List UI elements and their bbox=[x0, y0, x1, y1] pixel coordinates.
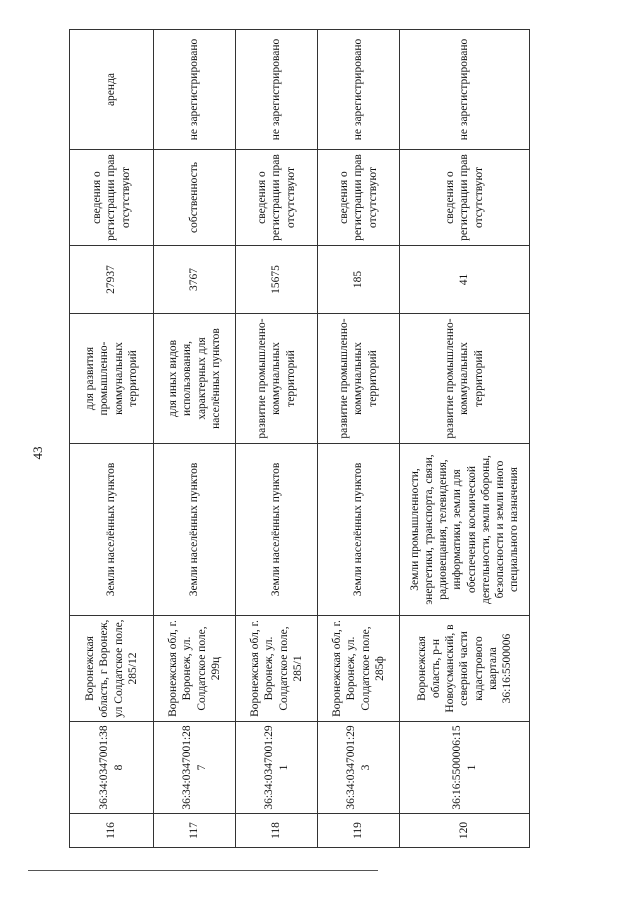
table-row bbox=[236, 30, 318, 848]
area: 3767 bbox=[154, 246, 236, 314]
page-number: 43 bbox=[30, 446, 45, 460]
table-row bbox=[70, 30, 154, 848]
encumbrance: не зарегистрировано bbox=[236, 30, 318, 150]
row-number: 117 bbox=[154, 814, 236, 848]
row-number: 116 bbox=[70, 814, 154, 848]
area: 27937 bbox=[70, 246, 154, 314]
land-category: Земли населённых пунктов bbox=[236, 444, 318, 616]
footer-rule bbox=[28, 870, 378, 871]
cadastral-number: 36:34:0347001:287 bbox=[154, 722, 236, 814]
table-wrapper bbox=[69, 30, 529, 848]
address: Воронежская область, р-н Новоусманский, в северной части кадастрового квартала 36:16:5500006 bbox=[400, 616, 530, 722]
table-row bbox=[318, 30, 400, 848]
area: 185 bbox=[318, 246, 400, 314]
land-plots-table bbox=[69, 29, 530, 848]
right-type: сведения о регистрации прав отсутствуют bbox=[318, 150, 400, 246]
cadastral-number: 36:34:0347001:388 bbox=[70, 722, 154, 814]
right-type: сведения о регистрации прав отсутствуют bbox=[70, 150, 154, 246]
table-body bbox=[70, 30, 530, 848]
row-number: 120 bbox=[400, 814, 530, 848]
land-category: Земли населённых пунктов bbox=[154, 444, 236, 616]
permitted-use: развитие промышленно-коммунальных территорий bbox=[400, 314, 530, 444]
address: Воронежская обл, г. Воронеж, ул. Солдатское поле, 299ц bbox=[154, 616, 236, 722]
address: Воронежская обл, г. Воронеж, ул. Солдатское поле, 285/1 bbox=[236, 616, 318, 722]
permitted-use: для развития промышленно-коммунальных территорий bbox=[70, 314, 154, 444]
land-category: Земли населённых пунктов bbox=[70, 444, 154, 616]
address: Воронежская обл, г. Воронеж, ул. Солдатское поле, 285ф bbox=[318, 616, 400, 722]
permitted-use: развитие промышленно-коммунальных территорий bbox=[318, 314, 400, 444]
right-type: сведения о регистрации прав отсутствуют bbox=[400, 150, 530, 246]
cadastral-number: 36:34:0347001:293 bbox=[318, 722, 400, 814]
encumbrance: не зарегистрировано bbox=[400, 30, 530, 150]
permitted-use: для иных видов использования, характерных для населённых пунктов bbox=[154, 314, 236, 444]
encumbrance: не зарегистрировано bbox=[318, 30, 400, 150]
area: 41 bbox=[400, 246, 530, 314]
row-number: 119 bbox=[318, 814, 400, 848]
land-category: Земли промышленности, энергетики, транспорта, связи, радиовещания, телевидения, информатики, земли для обеспечения космической деятельности, земли обороны, безопасности и земли иного специального назначения bbox=[400, 444, 530, 616]
land-category: Земли населённых пунктов bbox=[318, 444, 400, 616]
row-number: 118 bbox=[236, 814, 318, 848]
cadastral-number: 36:16:5500006:151 bbox=[400, 722, 530, 814]
permitted-use: развитие промышленно-коммунальных территорий bbox=[236, 314, 318, 444]
right-type: сведения о регистрации прав отсутствуют bbox=[236, 150, 318, 246]
encumbrance: не зарегистрировано bbox=[154, 30, 236, 150]
right-type: собственность bbox=[154, 150, 236, 246]
encumbrance: аренда bbox=[70, 30, 154, 150]
cadastral-number: 36:34:0347001:291 bbox=[236, 722, 318, 814]
table-row bbox=[400, 30, 530, 848]
area: 15675 bbox=[236, 246, 318, 314]
address: Воронежская область, г Воронеж, ул Солдатское поле, 285/12 bbox=[70, 616, 154, 722]
table-row bbox=[154, 30, 236, 848]
